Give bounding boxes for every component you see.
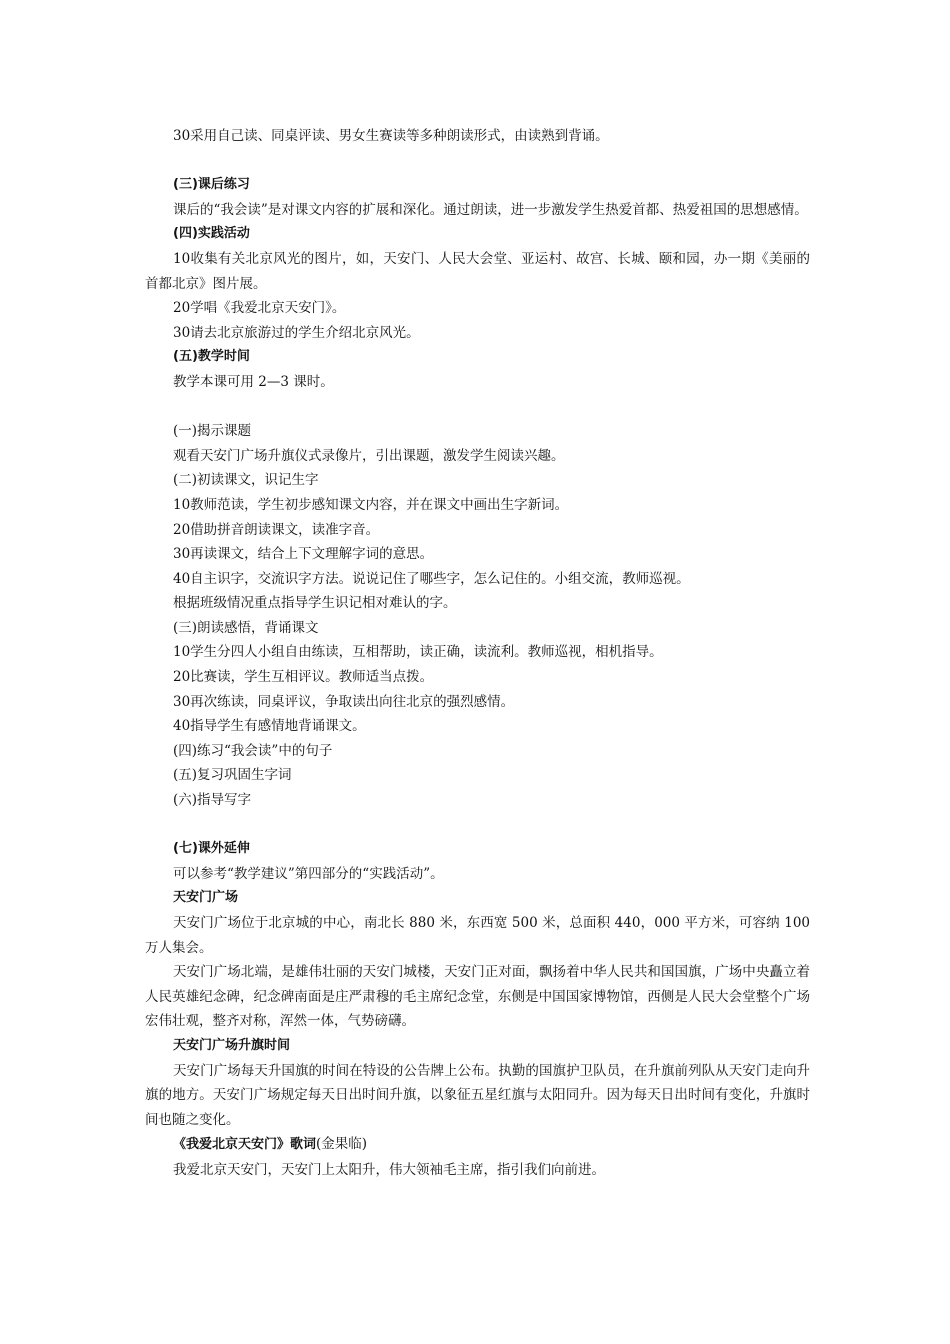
step-writing-guidance: (六)指导写字	[173, 792, 252, 809]
activity-item-1: 10收集有关北京风光的图片，如，天安门、人民大会堂、亚运村、故宫、长城、颐和园，办一期《美丽的首都北京》图片展。	[145, 250, 810, 292]
heading-after-class-practice: (三)课后练习	[173, 177, 250, 193]
spacer	[145, 395, 810, 420]
step-text: 10学生分四人小组自由练读，互相帮助，读正确，读流利。教师巡视，相机指导。	[173, 644, 663, 661]
step-review-words: (五)复习巩固生字词	[173, 767, 292, 784]
step-practice-sentences: (四)练习“我会读”中的句子	[173, 742, 333, 759]
activity-item-2: 20学唱《我爱北京天安门》。	[173, 300, 346, 317]
song-lyrics-heading	[145, 1132, 810, 1158]
document-page	[145, 124, 810, 1183]
step-first-reading: (二)初读课文，识记生字	[173, 472, 319, 489]
heading-flag-raising-time: 天安门广场升旗时间	[173, 1037, 291, 1053]
song-title: 《我爱北京天安门》歌词	[173, 1137, 317, 1153]
teaching-time-text: 教学本课可用 2—3 课时。	[173, 373, 334, 390]
step-reading-recitation: (三)朗读感悟，背诵课文	[173, 619, 319, 636]
step-text: 40指导学生有感情地背诵课文。	[173, 718, 366, 735]
extension-text: 可以参考“教学建议”第四部分的“实践活动”。	[173, 865, 444, 882]
step-text: 20借助拼音朗读课文，读准字音。	[173, 521, 380, 538]
heading-teaching-time: (五)教学时间	[173, 349, 250, 365]
step-text: 30再次练读，同桌评议，争取读出向往北京的强烈感情。	[173, 693, 515, 710]
square-paragraph-2: 天安门广场北端，是雄伟壮丽的天安门城楼，天安门正对面，飘扬着中华人民共和国国旗，广场中央矗立着人民英雄纪念碑，纪念碑南面是庄严肃穆的毛主席纪念堂，东侧是中国国家博物馆，西侧是人民大会堂整个广场宏伟壮观，整齐对称，浑然一体，气势磅礴。	[145, 964, 810, 1030]
spacer	[145, 813, 810, 838]
step-text: 根据班级情况重点指导学生识记相对难认的字。	[173, 595, 457, 612]
step-reveal-topic: (一)揭示课题	[173, 423, 252, 440]
step-text: 观看天安门广场升旗仪式录像片，引出课题，激发学生阅读兴趣。	[173, 447, 565, 464]
after-class-practice-text: 课后的“我会读”是对课文内容的扩展和深化。通过朗读，进一步激发学生热爱首都、热爱祖国的思想感情。	[173, 201, 808, 218]
step-text: 10教师范读，学生初步感知课文内容，并在课文中画出生字新词。	[173, 496, 569, 513]
song-lyrics-line: 我爱北京天安门，天安门上太阳升，伟大领袖毛主席，指引我们向前进。	[173, 1161, 605, 1178]
practice-item-3: 30采用自己读、同桌评读、男女生赛读等多种朗读形式，由读熟到背诵。	[173, 128, 609, 144]
step-text: 20比赛读，学生互相评议。教师适当点拨。	[173, 669, 434, 686]
spacer	[145, 149, 810, 174]
heading-extension: (七)课外延伸	[173, 841, 250, 857]
square-paragraph-1: 天安门广场位于北京城的中心，南北长 880 米，东西宽 500 米，总面积 440，000 平方米，可容纳 100 万人集会。	[145, 915, 810, 956]
song-author: (金果临)	[316, 1136, 368, 1153]
activity-item-3: 30请去北京旅游过的学生介绍北京风光。	[173, 324, 420, 341]
step-text: 40自主识字，交流识字方法。说说记住了哪些字，怎么记住的。小组交流，教师巡视。	[173, 570, 690, 587]
heading-practice-activities: (四)实践活动	[173, 226, 250, 242]
heading-tiananmen-square: 天安门广场	[173, 890, 239, 906]
flag-raising-paragraph: 天安门广场每天升国旗的时间在特设的公告牌上公布。执勤的国旗护卫队员，在升旗前列队从天安门走向升旗的地方。天安门广场规定每天日出时间升旗，以象征五星红旗与太阳同升。因为每天日出时间有变化，升旗时间也随之变化。	[145, 1062, 810, 1128]
step-text: 30再读课文，结合上下文理解字词的意思。	[173, 546, 434, 563]
